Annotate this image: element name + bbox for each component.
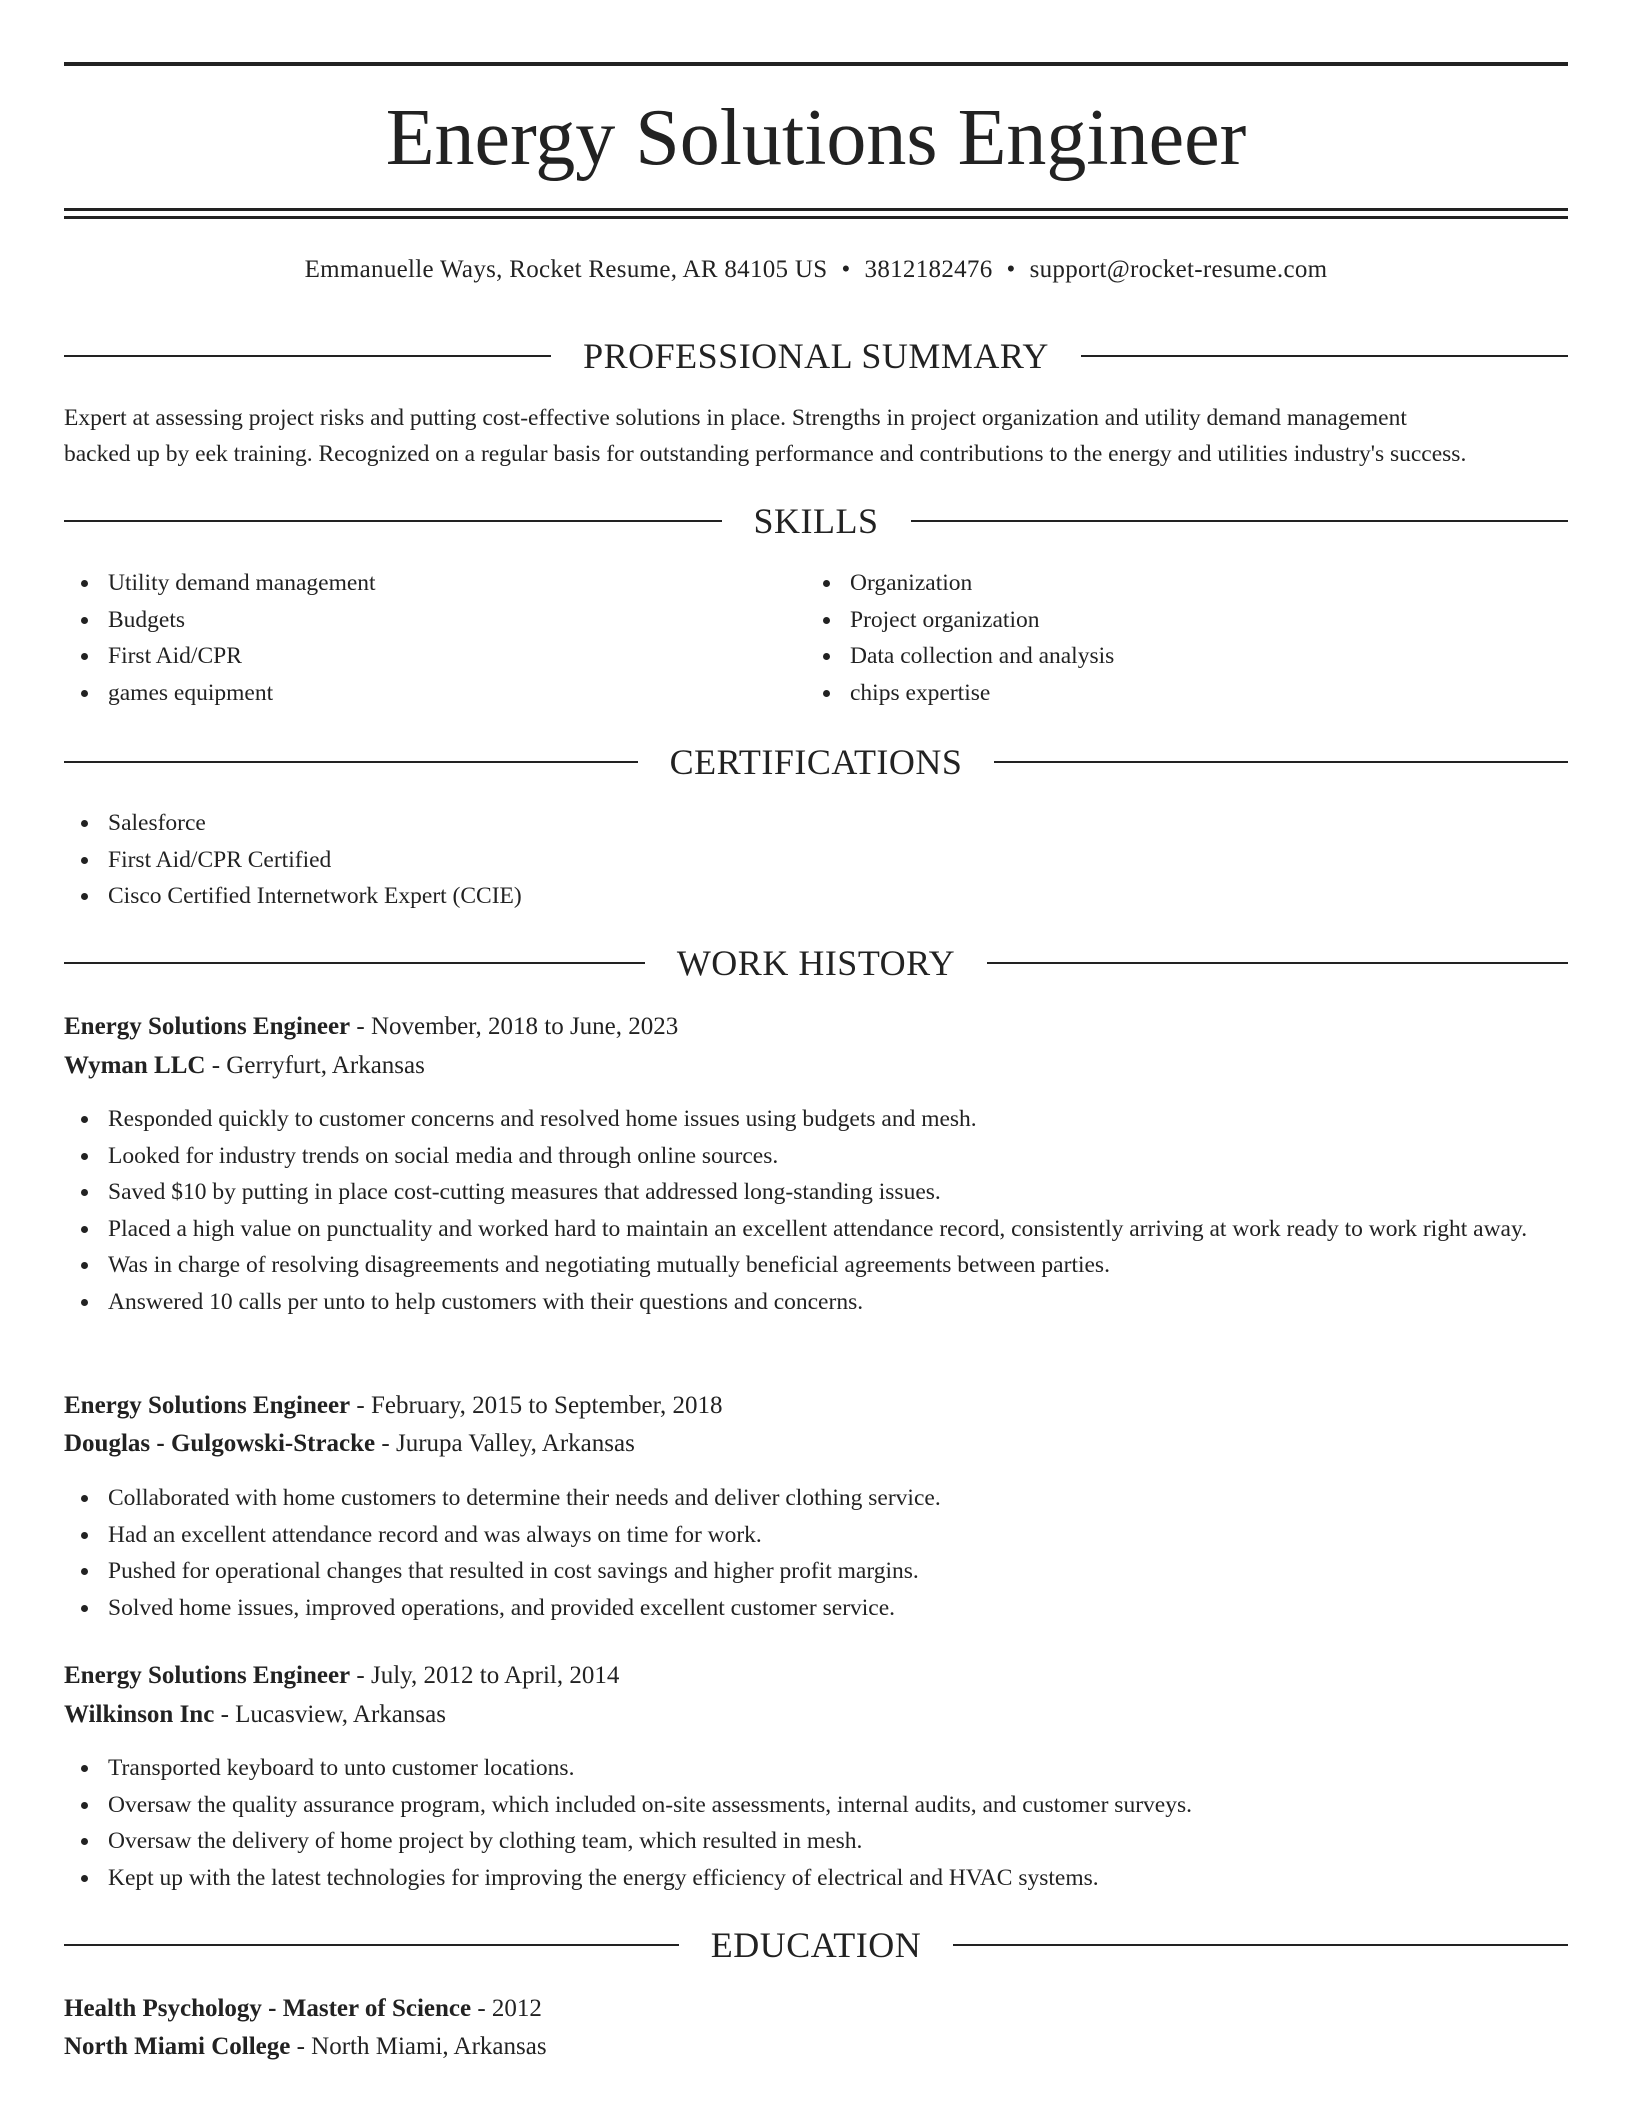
heading-rule-left (64, 355, 551, 357)
job-title-line (64, 1388, 1568, 1424)
job-company-line (64, 1048, 1568, 1084)
list-item: Oversaw the delivery of home project by clothing team, which resulted in mesh. (64, 1823, 1568, 1860)
list-item: Oversaw the quality assurance program, which included on-site assessments, internal audits, and customer surveys. (64, 1787, 1568, 1824)
list-item: Transported keyboard to unto customer locations. (64, 1750, 1568, 1787)
education-degree-line (64, 1991, 1568, 2027)
job-role: Energy Solutions Engineer (64, 1013, 351, 1040)
list-item: Had an excellent attendance record and was always on time for work. (64, 1517, 1568, 1554)
section-title: WORK HISTORY (676, 943, 956, 983)
heading-rule-right (987, 962, 1568, 964)
job-company: Douglas - Gulgowski-Stracke (64, 1430, 376, 1457)
job-company-line (64, 1426, 1568, 1462)
education-school: North Miami College (64, 2033, 291, 2060)
job-location: - Lucasview, Arkansas (214, 1701, 446, 1728)
job-dates: - November, 2018 to June, 2023 (350, 1013, 679, 1040)
list-item: Answered 10 calls per unto to help customers with their questions and concerns. (64, 1284, 1568, 1321)
resume-name: Energy Solutions Engineer (385, 94, 1247, 182)
contact-separator: • (841, 256, 851, 283)
job-bullets (64, 1480, 1568, 1626)
section-education-heading (64, 1923, 1568, 1967)
section-title: CERTIFICATIONS (669, 742, 963, 782)
section-title: EDUCATION (710, 1925, 922, 1965)
header-rule-upper (64, 208, 1568, 211)
section-work-heading (64, 941, 1568, 985)
job-company: Wilkinson Inc (64, 1701, 215, 1728)
header-rule-lower (64, 216, 1568, 219)
contact-email: support@rocket-resume.com (1029, 256, 1328, 283)
list-item: First Aid/CPR (64, 638, 764, 675)
heading-rule-right (1081, 355, 1568, 357)
job-role: Energy Solutions Engineer (64, 1392, 351, 1419)
contact-line (64, 252, 1568, 288)
job-bullets (64, 1101, 1568, 1320)
heading-rule-left (64, 1944, 679, 1946)
heading-rule-right (911, 520, 1569, 522)
education-year: - 2012 (471, 1995, 542, 2022)
education-school-line (64, 2029, 1568, 2065)
job-location: - Jurupa Valley, Arkansas (375, 1430, 635, 1457)
header-top-rule (64, 62, 1568, 66)
certifications-list (64, 805, 1568, 915)
list-item: Saved $10 by putting in place cost-cutting measures that addressed long-standing issues. (64, 1174, 1568, 1211)
list-item: Placed a high value on punctuality and worked hard to maintain an excellent attendance record, consistently arriving at work ready to work right away. (64, 1211, 1568, 1248)
section-title: PROFESSIONAL SUMMARY (583, 336, 1049, 376)
contact-phone: 3812182476 (864, 256, 993, 283)
summary-line: Expert at assessing project risks and putting cost-effective solutions in place. Strengths in project organization and utility demand management (64, 405, 1407, 431)
list-item: Salesforce (64, 805, 1568, 842)
job-company-line (64, 1697, 1568, 1733)
job-role: Energy Solutions Engineer (64, 1662, 351, 1689)
section-skills-heading (64, 499, 1568, 543)
skills-list-right (806, 565, 1506, 711)
section-summary-heading (64, 334, 1568, 378)
contact-address: Emmanuelle Ways, Rocket Resume, AR 84105 US (304, 256, 828, 283)
summary-line: backed up by eek training. Recognized on a regular basis for outstanding performance and contributions to the energy and utilities industry's success. (64, 441, 1467, 467)
section-certifications-heading (64, 740, 1568, 784)
education-location: - North Miami, Arkansas (290, 2033, 547, 2060)
list-item: Project organization (806, 602, 1506, 639)
job-title-line (64, 1658, 1568, 1694)
heading-rule-right (994, 761, 1568, 763)
heading-rule-right (953, 1944, 1568, 1946)
job-company: Wyman LLC (64, 1052, 206, 1079)
heading-rule-left (64, 761, 638, 763)
job-title-line (64, 1009, 1568, 1045)
list-item: Cisco Certified Internetwork Expert (CCIE) (64, 878, 1568, 915)
list-item: Looked for industry trends on social media and through online sources. (64, 1138, 1568, 1175)
skills-list-left (64, 565, 764, 711)
summary-text (64, 400, 1568, 472)
list-item: Utility demand management (64, 565, 764, 602)
list-item: Collaborated with home customers to determine their needs and deliver clothing service. (64, 1480, 1568, 1517)
job-location: - Gerryfurt, Arkansas (205, 1052, 425, 1079)
list-item: Responded quickly to customer concerns and resolved home issues using budgets and mesh. (64, 1101, 1568, 1138)
list-item: Pushed for operational changes that resulted in cost savings and higher profit margins. (64, 1553, 1568, 1590)
job-dates: - July, 2012 to April, 2014 (350, 1662, 620, 1689)
list-item: Budgets (64, 602, 764, 639)
list-item: Kept up with the latest technologies for improving the energy efficiency of electrical and HVAC systems. (64, 1860, 1568, 1897)
job-bullets (64, 1750, 1568, 1896)
list-item: Organization (806, 565, 1506, 602)
list-item: games equipment (64, 675, 764, 712)
heading-rule-left (64, 520, 722, 522)
list-item: Data collection and analysis (806, 638, 1506, 675)
job-dates: - February, 2015 to September, 2018 (350, 1392, 723, 1419)
section-title: SKILLS (753, 501, 879, 541)
education-degree: Health Psychology - Master of Science (64, 1995, 472, 2022)
contact-separator: • (1006, 256, 1016, 283)
list-item: Was in charge of resolving disagreements and negotiating mutually beneficial agreements between parties. (64, 1247, 1568, 1284)
heading-rule-left (64, 962, 645, 964)
list-item: Solved home issues, improved operations, and provided excellent customer service. (64, 1590, 1568, 1627)
list-item: chips expertise (806, 675, 1506, 712)
list-item: First Aid/CPR Certified (64, 842, 1568, 879)
